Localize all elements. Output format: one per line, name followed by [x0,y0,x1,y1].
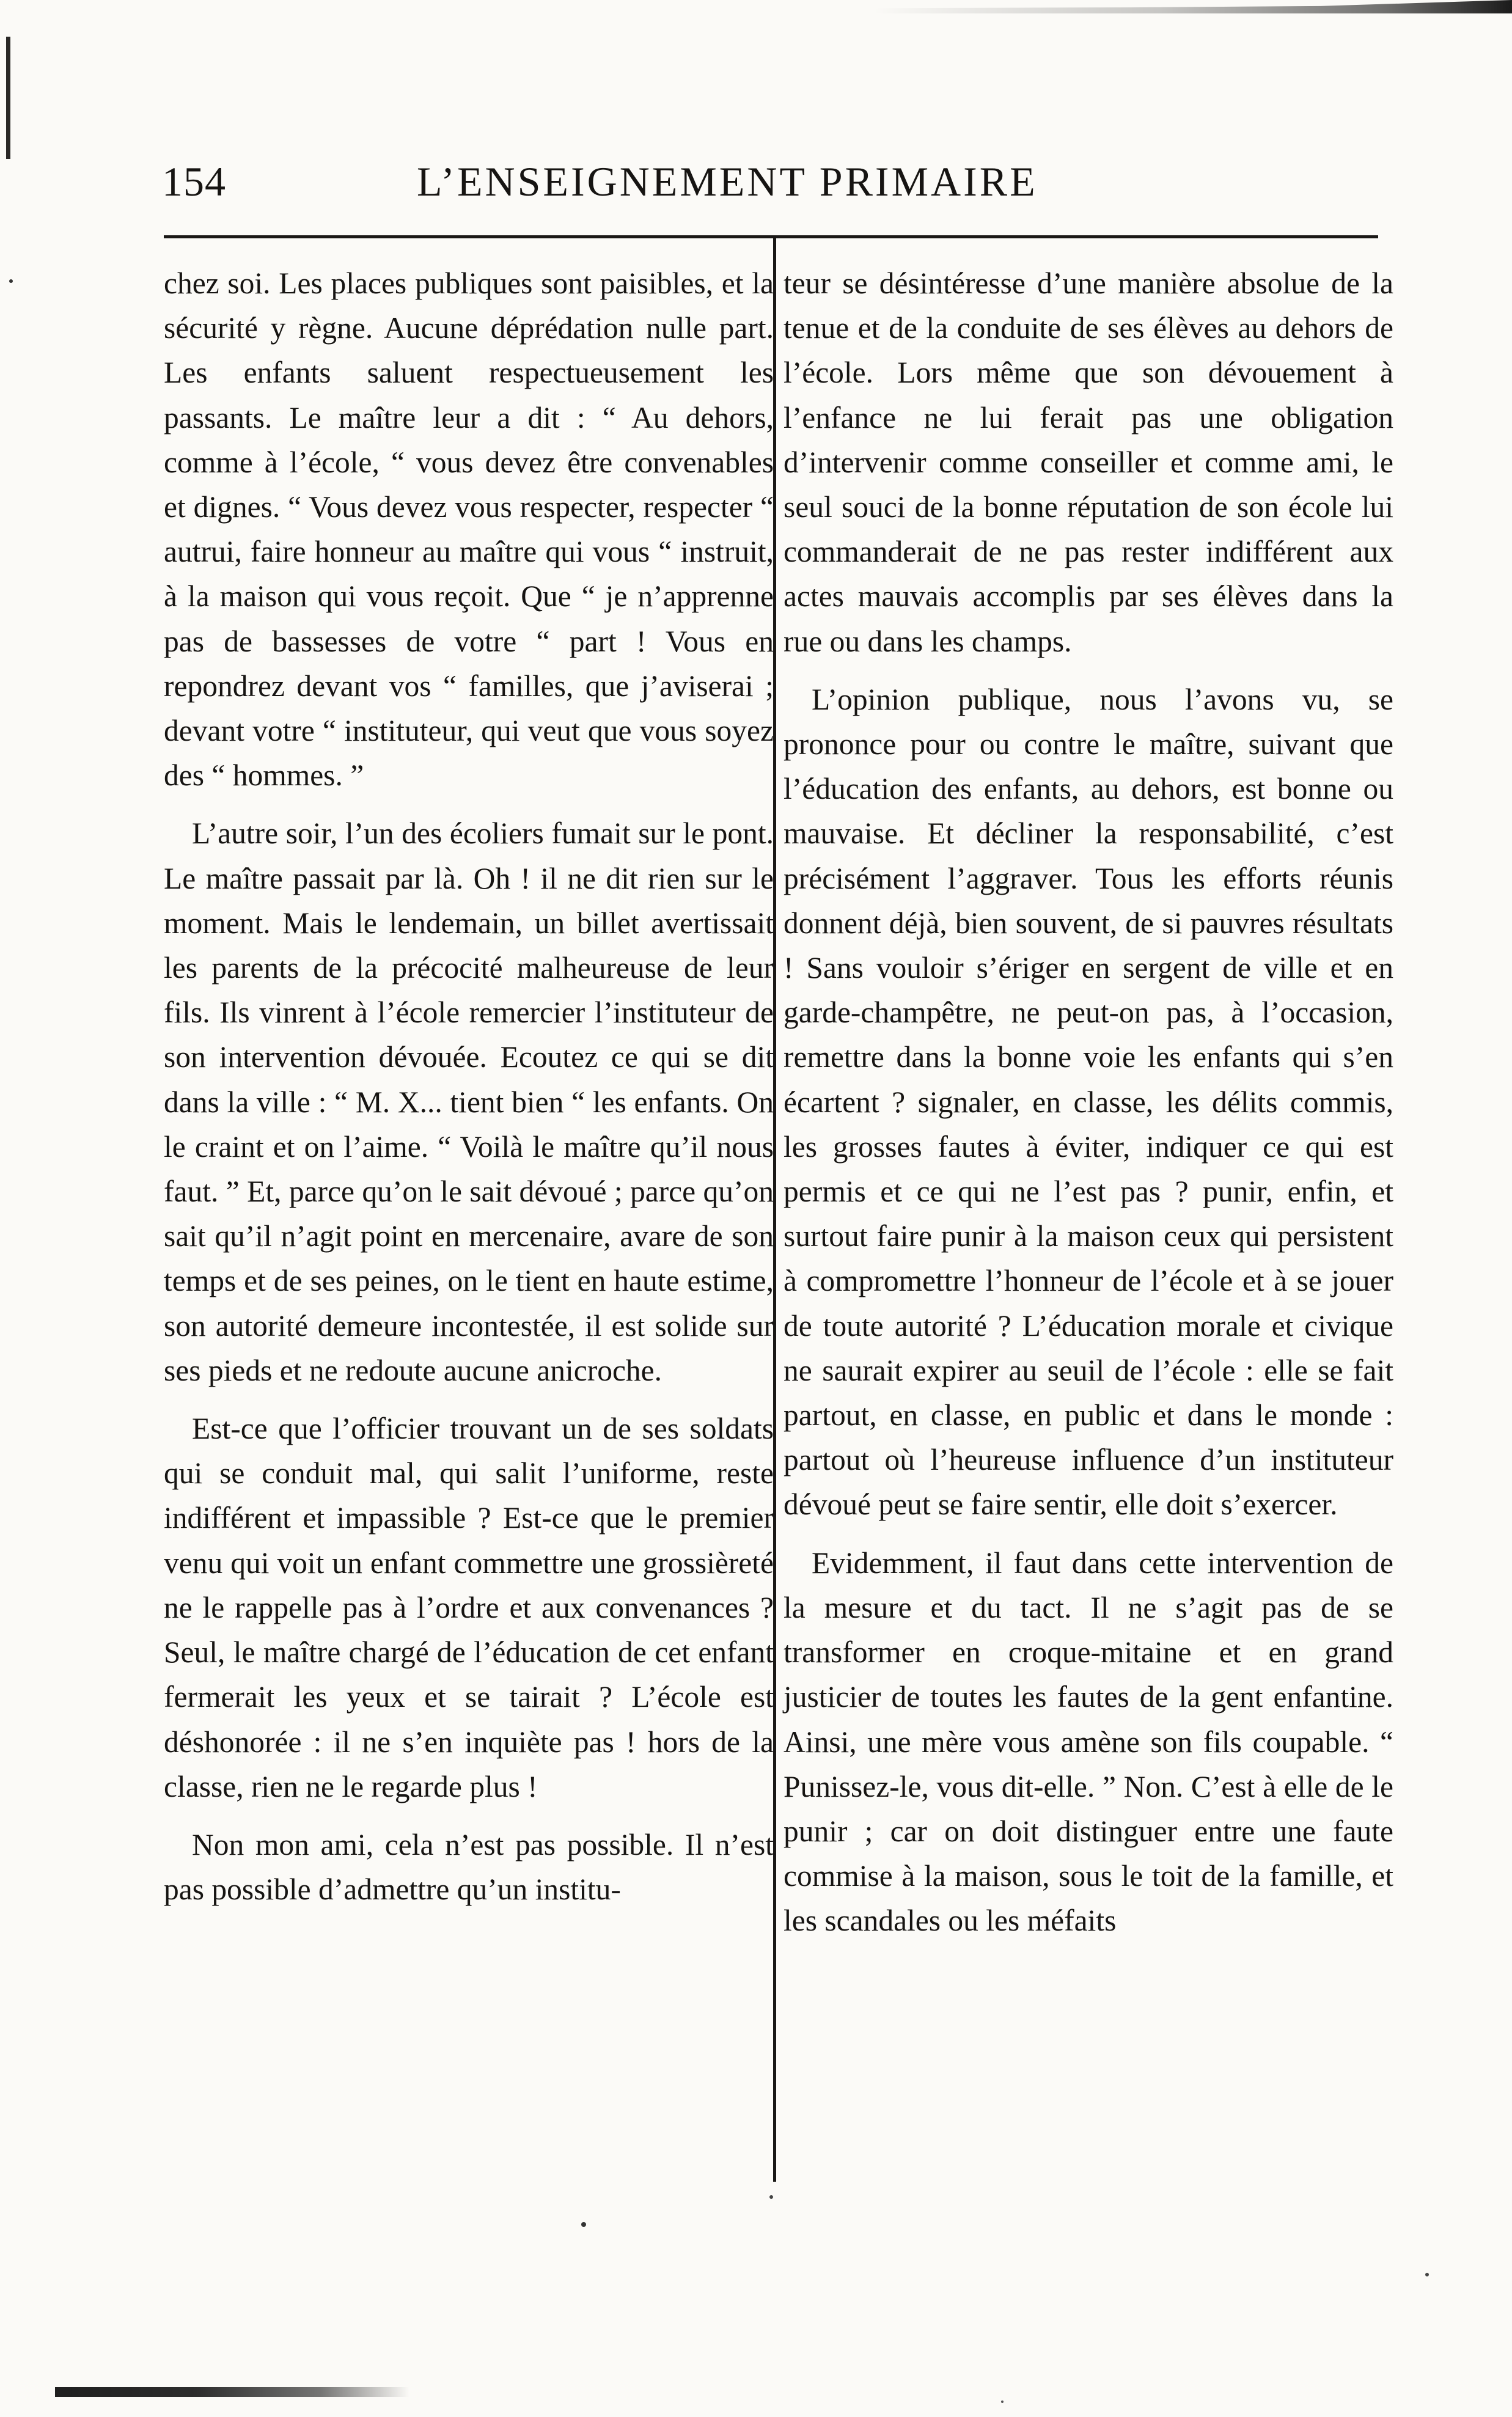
paragraph: Evidemment, il faut dans cette intervention de la mesure et du tact. Il ne s’agit pas de se transformer en croque-mitaine et en grand justicier de toutes les fautes de la gent enfantine. Ainsi, une mère vous amène son fils coupable. “ Punissez-le, vous dit-elle. ” Non. C’est à elle de le punir ; car on doit distinguer entre une faute commise à la maison, sous le toit de la famille, et les scandales ou les méfaits [784,1546,1393,1938]
paragraph: teur se désintéresse d’une manière absolue de la tenue et de la conduite de ses élèves au dehors de l’école. Lors même que son dévouement à l’enfance ne lui ferait pas une obligation d’intervenir comme conseiller et comme ami, le seul souci de la bonne réputation de son école lui commanderait de ne pas rester indifférent aux actes mauvais accomplis par ses élèves dans la rue ou dans les champs. [784,266,1393,658]
paragraph: chez soi. Les places publiques sont paisibles, et la sécurité y règne. Aucune déprédation nulle part. Les enfants saluent respectueusement les passants. Le maître leur a dit : “ Au dehors, comme à l’école, “ vous devez être convenables et dignes. “ Vous devez vous respecter, respecter “ autrui, faire honneur au maître qui vous “ instruit, à la maison qui vous reçoit. Que “ je n’apprenne pas de bassesses de votre “ part ! Vous en repondrez devant vos “ familles, que j’aviserai ; devant votre “ instituteur, qui veut que vous soyez des “ hommes. ” [164,266,774,793]
right-column [784,261,1393,1943]
paragraph: L’autre soir, l’un des écoliers fumait sur le pont. Le maître passait par là. Oh ! il ne dit rien sur le moment. Mais le lendemain, un billet avertissait les parents de la précocité malheureuse de leur fils. Ils vinrent à l’école remercier l’instituteur de son intervention dévouée. Ecoutez ce qui se dit dans la ville : “ M. X... tient bien “ les enfants. On le craint et on l’aime. “ Voilà le maître qu’il nous faut. ” Et, parce qu’on le sait dévoué ; parce qu’on sait qu’il n’agit point en mercenaire, avare de son temps et de ses peines, on le tient en haute estime, son autorité demeure incontestée, il est solide sur ses pieds et ne redoute aucune anicroche. [164,816,774,1387]
header-rule [164,235,1378,238]
running-title: L’ENSEIGNEMENT PRIMAIRE [417,158,1038,205]
paragraph: Est-ce que l’officier trouvant un de ses soldats qui se conduit mal, qui salit l’uniforme, reste indifférent et impassible ? Est-ce que le premier venu qui voit un enfant commettre une grossièreté ne le rappelle pas à l’ordre et aux convenances ? Seul, le maître chargé de l’éducation de cet enfant fermerait les yeux et se tairait ? L’école est déshonorée : il ne s’en inquiète pas ! hors de la classe, rien ne le regarde plus ! [164,1412,774,1803]
page-number: 154 [162,158,226,205]
left-column [164,261,774,1912]
page-edge-mark-left [6,37,10,159]
page-edge-shadow-bottom [55,2387,409,2397]
page-edge-shadow-top [874,0,1512,13]
paragraph: Non mon ami, cela n’est pas possible. Il n’est pas possible d’admettre qu’un institu- [164,1827,774,1907]
paragraph: L’opinion publique, nous l’avons vu, se prononce pour ou contre le maître, suivant que l’éducation des enfants, au dehors, est bonne ou mauvaise. Et décliner la responsabilité, c’est précisément l’aggraver. Tous les efforts réunis donnent déjà, bien souvent, de si pauvres résultats ! Sans vouloir s’ériger en sergent de ville et en garde-champêtre, ne peut-on pas, à l’occasion, remettre dans la bonne voie les enfants qui s’en écartent ? signaler, en classe, les délits commis, les grosses fautes à éviter, indiquer ce qui est permis et ce qui ne l’est pas ? punir, enfin, et surtout faire punir à la maison ceux qui persistent à compromettre l’honneur de l’école et à se jouer de toute autorité ? L’éducation morale et civique ne saurait expirer au seuil de l’école : elle se fait partout, en classe, en public et dans le monde : partout où l’heureuse influence d’un instituteur dévoué peut se faire sentir, elle doit s’exercer. [784,682,1393,1522]
page-header [162,158,1384,219]
